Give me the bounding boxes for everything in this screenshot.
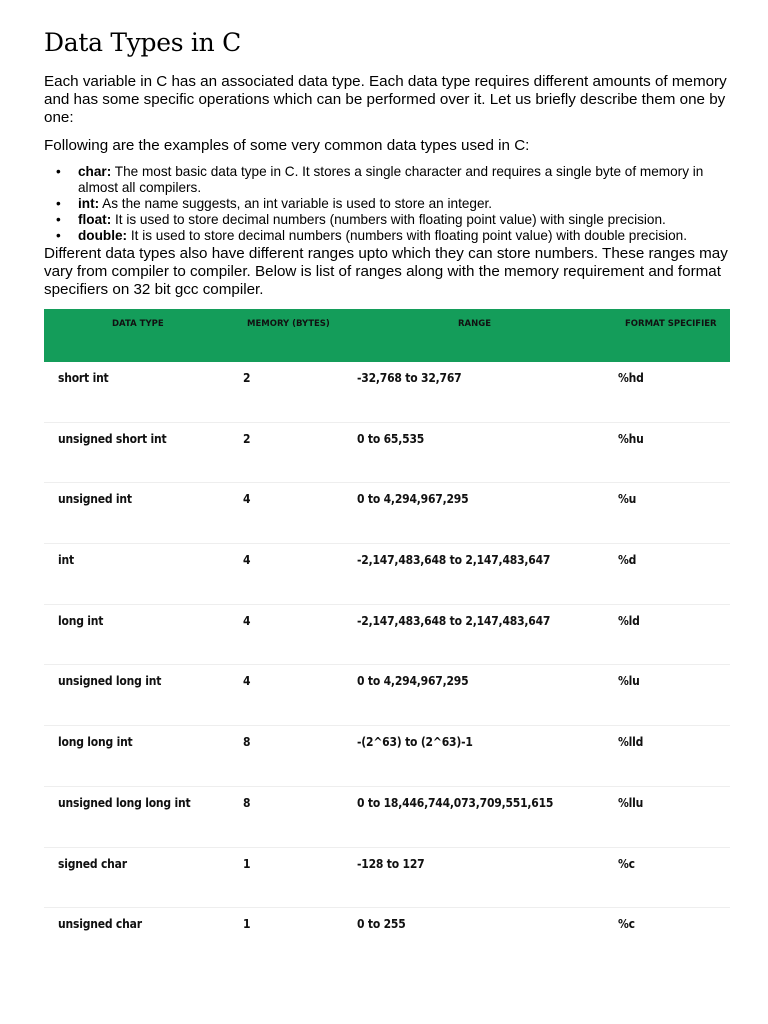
cell-range: -2,147,483,648 to 2,147,483,647 [357,613,551,628]
cell-range: -2,147,483,648 to 2,147,483,647 [357,553,551,568]
table-row [44,908,730,968]
table-header [44,309,730,362]
cell-data-type: unsigned char [58,917,142,932]
cell-range: 0 to 255 [357,917,406,932]
header-range: RANGE [458,319,492,329]
cell-memory: 1 [243,917,251,932]
cell-format-specifier: %hd [618,371,644,385]
cell-data-type: unsigned int [58,492,132,507]
cell-memory: 4 [243,674,251,689]
description: It is used to store decimal numbers (numbers with floating point value) with single precision. [111,212,666,227]
cell-data-type: long long int [58,735,133,750]
cell-data-type: unsigned short int [58,431,167,446]
term: float: [78,212,112,227]
cell-range: -(2^63) to (2^63)-1 [357,735,473,750]
cell-format-specifier: %d [618,553,637,568]
cell-data-type: short int [58,371,109,385]
list-item [44,228,730,244]
description: As the name suggests, an int variable is used to store an integer. [99,196,493,211]
header-format-specifier: FORMAT SPECIFIER [625,319,717,329]
cell-range: 0 to 4,294,967,295 [357,674,469,689]
bullet-icon: • [56,228,61,243]
list-item [44,196,730,212]
cell-data-type: signed char [58,856,127,871]
cell-range: 0 to 65,535 [357,431,425,446]
table-row [44,544,730,605]
cell-memory: 1 [243,856,251,871]
cell-format-specifier: %lu [618,674,640,689]
cell-memory: 4 [243,613,251,628]
table-row [44,483,730,544]
cell-range: -32,768 to 32,767 [357,371,462,385]
bullet-icon: • [56,212,61,227]
page-title: Data Types in C [44,28,241,57]
description: The most basic data type in C. It stores a single character and requires a single byte of memory in almost all compilers. [78,164,704,195]
term: int: [78,196,100,211]
table-row [44,665,730,726]
bullet-icon: • [56,196,61,211]
cell-data-type: unsigned long int [58,674,162,689]
data-types-table [44,309,730,968]
ranges-intro-paragraph: Different data types also have different ranges upto which they can store numbers. These ranges may vary from compiler to compiler. Below is list of ranges along with the memory requirement and format specifiers on 32 bit gcc compiler. [44,245,728,298]
data-types-list [44,164,730,244]
cell-memory: 8 [243,735,251,750]
cell-format-specifier: %lld [618,735,644,750]
table-row [44,848,730,909]
table-row [44,423,730,484]
cell-memory: 8 [243,795,251,810]
intro-paragraph: Each variable in C has an associated data type. Each data type requires different amounts of memory and has some specific operations which can be performed over it. Let us briefly describe them one by one: [44,73,727,126]
list-item [44,212,730,228]
cell-format-specifier: %hu [618,431,644,446]
term: char: [78,164,112,179]
table-row [44,362,730,423]
header-memory: MEMORY (BYTES) [247,319,330,329]
cell-format-specifier: %c [618,917,635,932]
cell-data-type: long int [58,613,104,628]
cell-data-type: int [58,553,74,568]
list-item [44,164,730,196]
cell-range: 0 to 4,294,967,295 [357,492,469,507]
cell-format-specifier: %u [618,492,637,507]
cell-memory: 2 [243,431,251,446]
cell-format-specifier: %c [618,856,635,871]
cell-format-specifier: %ld [618,613,640,628]
table-row [44,787,730,848]
examples-intro-paragraph: Following are the examples of some very common data types used in C: [44,137,530,154]
cell-range: -128 to 127 [357,856,425,871]
cell-data-type: unsigned long long int [58,795,191,810]
cell-memory: 4 [243,492,251,507]
cell-range: 0 to 18,446,744,073,709,551,615 [357,795,554,810]
cell-memory: 4 [243,553,251,568]
description: It is used to store decimal numbers (numbers with floating point value) with double precision. [127,228,687,243]
cell-memory: 2 [243,371,251,385]
header-data-type: DATA TYPE [112,319,164,329]
term: double: [78,228,128,243]
table-row [44,726,730,787]
cell-format-specifier: %llu [618,795,644,810]
bullet-icon: • [56,164,61,179]
table-row [44,605,730,666]
